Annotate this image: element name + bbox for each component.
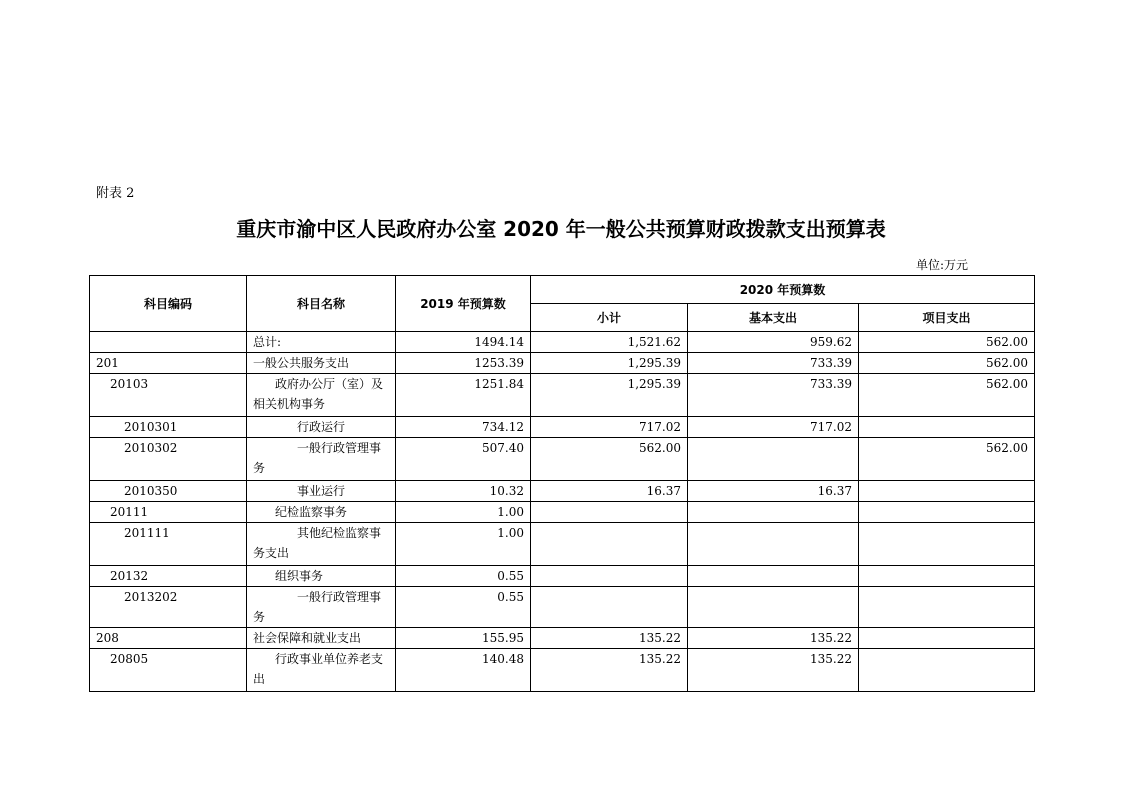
cell-basic-expense [688, 523, 859, 566]
cell-name: 政府办公厅（室）及相关机构事务 [247, 374, 396, 417]
table-row [90, 628, 1035, 649]
table-row [90, 417, 1035, 438]
cell-2019-budget: 155.95 [396, 628, 531, 649]
header-project-expense: 项目支出 [859, 304, 1035, 332]
cell-basic-expense [688, 438, 859, 481]
cell-code: 20132 [90, 566, 247, 587]
cell-2019-budget: 1253.39 [396, 353, 531, 374]
table-row [90, 587, 1035, 628]
cell-code: 2010350 [90, 481, 247, 502]
table-row [90, 502, 1035, 523]
cell-name: 其他纪检监察事务支出 [247, 523, 396, 566]
cell-name: 事业运行 [247, 481, 396, 502]
cell-basic-expense: 16.37 [688, 481, 859, 502]
cell-subtotal: 135.22 [531, 649, 688, 692]
cell-name: 社会保障和就业支出 [247, 628, 396, 649]
cell-subtotal: 135.22 [531, 628, 688, 649]
cell-subtotal [531, 523, 688, 566]
cell-basic-expense: 135.22 [688, 628, 859, 649]
cell-code: 201 [90, 353, 247, 374]
cell-project-expense [859, 628, 1035, 649]
cell-subtotal: 1,295.39 [531, 374, 688, 417]
cell-code: 208 [90, 628, 247, 649]
cell-basic-expense [688, 502, 859, 523]
cell-basic-expense [688, 587, 859, 628]
cell-basic-expense [688, 566, 859, 587]
cell-2019-budget: 10.32 [396, 481, 531, 502]
cell-project-expense [859, 523, 1035, 566]
cell-subtotal: 1,521.62 [531, 332, 688, 353]
header-name: 科目名称 [247, 276, 396, 332]
cell-code [90, 332, 247, 353]
unit-label: 单位:万元 [916, 258, 969, 272]
header-basic-expense: 基本支出 [688, 304, 859, 332]
cell-basic-expense: 733.39 [688, 374, 859, 417]
cell-subtotal: 1,295.39 [531, 353, 688, 374]
cell-basic-expense: 733.39 [688, 353, 859, 374]
cell-project-expense [859, 587, 1035, 628]
cell-2019-budget: 734.12 [396, 417, 531, 438]
cell-basic-expense: 135.22 [688, 649, 859, 692]
cell-name: 纪检监察事务 [247, 502, 396, 523]
table-row [90, 523, 1035, 566]
table-row [90, 481, 1035, 502]
cell-name: 行政事业单位养老支出 [247, 649, 396, 692]
cell-name: 一般公共服务支出 [247, 353, 396, 374]
cell-2019-budget: 1494.14 [396, 332, 531, 353]
cell-code: 20111 [90, 502, 247, 523]
cell-subtotal [531, 502, 688, 523]
cell-2019-budget: 0.55 [396, 587, 531, 628]
cell-name: 一般行政管理事务 [247, 587, 396, 628]
cell-name: 总计: [247, 332, 396, 353]
cell-subtotal: 562.00 [531, 438, 688, 481]
cell-project-expense [859, 566, 1035, 587]
cell-project-expense [859, 649, 1035, 692]
cell-project-expense: 562.00 [859, 374, 1035, 417]
table-row [90, 332, 1035, 353]
cell-code: 201111 [90, 523, 247, 566]
cell-project-expense: 562.00 [859, 438, 1035, 481]
page-title: 重庆市渝中区人民政府办公室 2020 年一般公共预算财政拨款支出预算表 [236, 217, 886, 241]
table-row [90, 649, 1035, 692]
table-row [90, 438, 1035, 481]
cell-name: 一般行政管理事务 [247, 438, 396, 481]
header-subtotal: 小计 [531, 304, 688, 332]
cell-code: 2010301 [90, 417, 247, 438]
cell-project-expense [859, 417, 1035, 438]
cell-basic-expense: 717.02 [688, 417, 859, 438]
cell-code: 20103 [90, 374, 247, 417]
cell-subtotal [531, 566, 688, 587]
cell-2019-budget: 140.48 [396, 649, 531, 692]
cell-project-expense: 562.00 [859, 332, 1035, 353]
cell-name: 行政运行 [247, 417, 396, 438]
cell-2019-budget: 1.00 [396, 502, 531, 523]
header-code: 科目编码 [90, 276, 247, 332]
cell-code: 2010302 [90, 438, 247, 481]
budget-table [89, 275, 1035, 692]
cell-code: 2013202 [90, 587, 247, 628]
cell-2019-budget: 1.00 [396, 523, 531, 566]
table-row [90, 353, 1035, 374]
appendix-label: 附表 2 [96, 186, 135, 201]
cell-project-expense [859, 481, 1035, 502]
header-2019-budget: 2019 年预算数 [396, 276, 531, 332]
cell-subtotal: 16.37 [531, 481, 688, 502]
cell-2019-budget: 507.40 [396, 438, 531, 481]
cell-2019-budget: 0.55 [396, 566, 531, 587]
cell-subtotal: 717.02 [531, 417, 688, 438]
table-row [90, 566, 1035, 587]
table-body [90, 332, 1035, 692]
cell-project-expense [859, 502, 1035, 523]
cell-project-expense: 562.00 [859, 353, 1035, 374]
table-row [90, 374, 1035, 417]
cell-name: 组织事务 [247, 566, 396, 587]
header-2020-budget: 2020 年预算数 [531, 276, 1035, 304]
cell-code: 20805 [90, 649, 247, 692]
cell-basic-expense: 959.62 [688, 332, 859, 353]
cell-subtotal [531, 587, 688, 628]
cell-2019-budget: 1251.84 [396, 374, 531, 417]
